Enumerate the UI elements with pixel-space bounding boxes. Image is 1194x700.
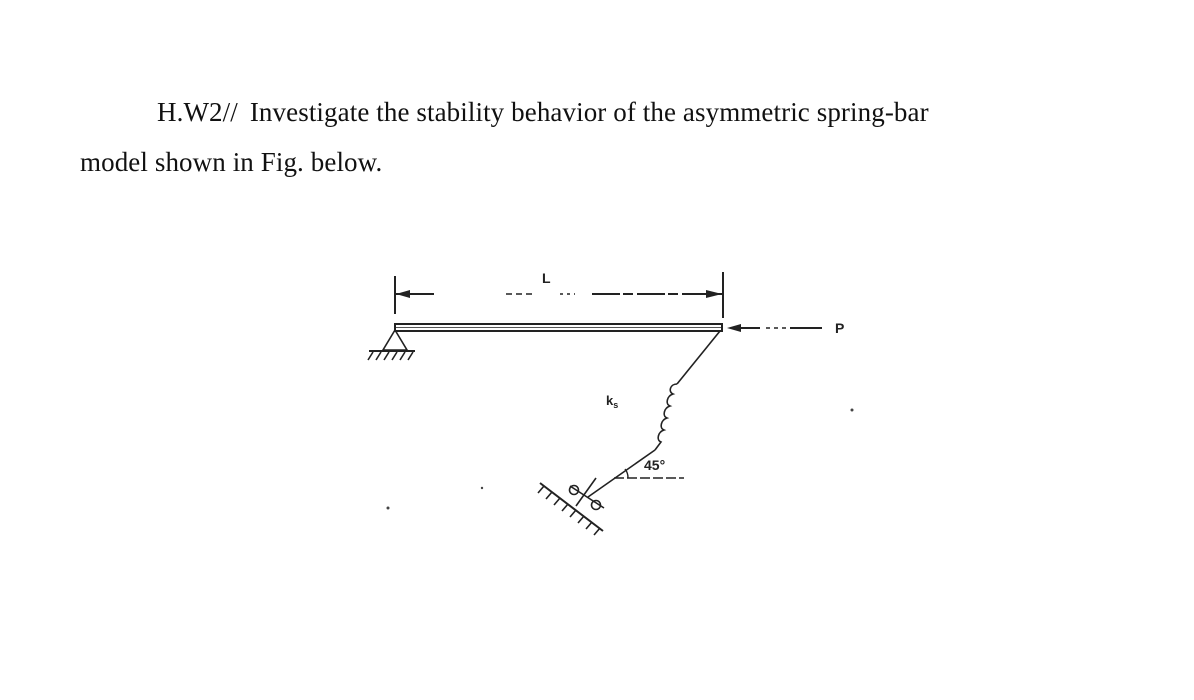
scan-specks bbox=[387, 409, 854, 510]
spring-base-support bbox=[538, 478, 604, 535]
spring-stiffness-label bbox=[606, 393, 618, 410]
homework-label: H.W2// bbox=[157, 97, 238, 127]
spring-stiffness-symbol: k bbox=[606, 393, 614, 408]
angle-label: 45° bbox=[644, 457, 666, 473]
problem-text-part-1: Investigate the stability behavior of the asymmetric spring-bar bbox=[249, 97, 929, 127]
spring-stiffness-subscript: s bbox=[613, 400, 619, 410]
length-label: L bbox=[542, 270, 551, 286]
pin-support bbox=[368, 330, 415, 360]
length-dimension bbox=[395, 272, 723, 318]
rigid-bar bbox=[395, 324, 722, 331]
load-label: P bbox=[835, 320, 845, 336]
problem-text-part-2: model shown in Fig. below. bbox=[80, 147, 383, 177]
load-arrow bbox=[727, 324, 822, 332]
